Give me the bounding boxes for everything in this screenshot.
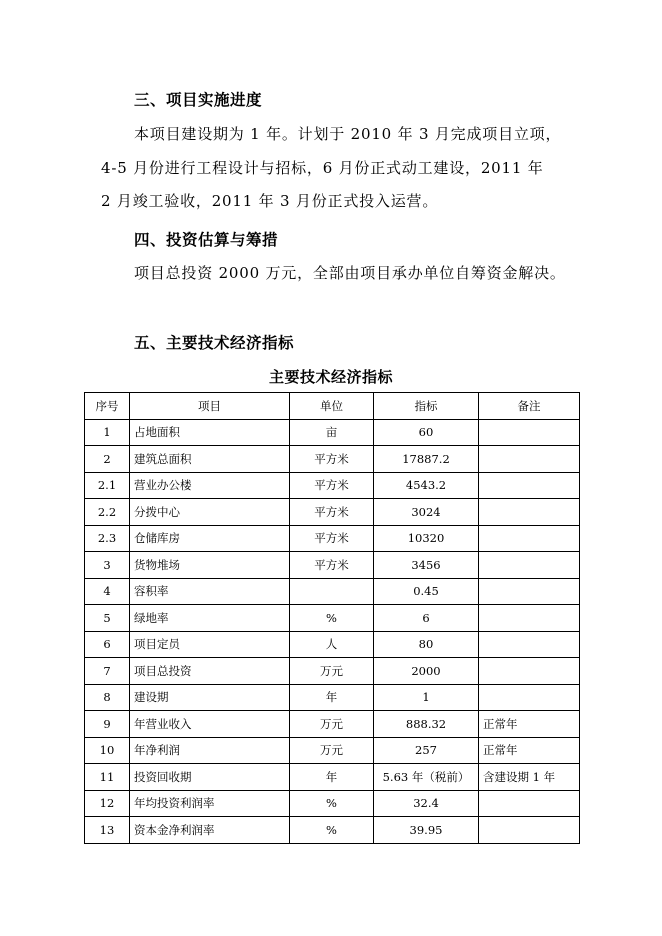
cell-note	[479, 419, 580, 446]
cell-value: 39.95	[374, 817, 479, 844]
cell-seq: 5	[85, 605, 130, 632]
cell-item: 建筑总面积	[130, 446, 290, 473]
table-row	[85, 525, 580, 552]
cell-value: 5.63 年（税前）	[374, 764, 479, 791]
table-header-row	[85, 393, 580, 420]
table-row	[85, 737, 580, 764]
header-item: 项目	[130, 393, 290, 420]
cell-note	[479, 658, 580, 685]
table-row	[85, 472, 580, 499]
cell-unit: 万元	[290, 737, 374, 764]
table-row	[85, 684, 580, 711]
section-3-heading: 三、项目实施进度	[134, 90, 263, 109]
cell-item: 建设期	[130, 684, 290, 711]
cell-value: 257	[374, 737, 479, 764]
section-4-heading: 四、投资估算与筹措	[134, 230, 279, 249]
cell-seq: 1	[85, 419, 130, 446]
cell-item: 资本金净利润率	[130, 817, 290, 844]
cell-seq: 2.3	[85, 525, 130, 552]
cell-note	[479, 790, 580, 817]
table-row	[85, 817, 580, 844]
cell-unit	[290, 578, 374, 605]
table-row	[85, 790, 580, 817]
cell-value: 1	[374, 684, 479, 711]
cell-seq: 7	[85, 658, 130, 685]
cell-note	[479, 817, 580, 844]
cell-note	[479, 499, 580, 526]
cell-note: 含建设期 1 年	[479, 764, 580, 791]
cell-seq: 2.2	[85, 499, 130, 526]
table-row	[85, 711, 580, 738]
cell-item: 占地面积	[130, 419, 290, 446]
table-row	[85, 631, 580, 658]
cell-value: 0.45	[374, 578, 479, 605]
cell-note	[479, 684, 580, 711]
cell-item: 容积率	[130, 578, 290, 605]
section-4-line-1: 项目总投资 2000 万元，全部由项目承办单位自筹资金解决。	[134, 264, 566, 282]
cell-seq: 8	[85, 684, 130, 711]
cell-item: 投资回收期	[130, 764, 290, 791]
cell-value: 3024	[374, 499, 479, 526]
cell-seq: 13	[85, 817, 130, 844]
cell-item: 年净利润	[130, 737, 290, 764]
cell-unit: %	[290, 605, 374, 632]
table-title: 主要技术经济指标	[268, 368, 393, 386]
cell-note: 正常年	[479, 737, 580, 764]
cell-item: 分拨中心	[130, 499, 290, 526]
cell-unit: %	[290, 790, 374, 817]
cell-item: 年均投资利润率	[130, 790, 290, 817]
cell-item: 项目总投资	[130, 658, 290, 685]
table-row	[85, 658, 580, 685]
cell-item: 绿地率	[130, 605, 290, 632]
cell-unit: 人	[290, 631, 374, 658]
cell-unit: 亩	[290, 419, 374, 446]
table-row	[85, 446, 580, 473]
cell-value: 60	[374, 419, 479, 446]
cell-seq: 2.1	[85, 472, 130, 499]
section-3-line-3: 2 月竣工验收，2011 年 3 月份正式投入运营。	[101, 192, 439, 210]
table-row	[85, 578, 580, 605]
cell-seq: 3	[85, 552, 130, 579]
cell-value: 888.32	[374, 711, 479, 738]
table-row	[85, 764, 580, 791]
cell-value: 4543.2	[374, 472, 479, 499]
indicators-table	[84, 392, 580, 844]
cell-unit: 万元	[290, 658, 374, 685]
cell-note	[479, 605, 580, 632]
cell-unit: 万元	[290, 711, 374, 738]
header-note: 备注	[479, 393, 580, 420]
cell-item: 项目定员	[130, 631, 290, 658]
header-unit: 单位	[290, 393, 374, 420]
cell-item: 年营业收入	[130, 711, 290, 738]
table-row	[85, 419, 580, 446]
cell-seq: 4	[85, 578, 130, 605]
cell-value: 10320	[374, 525, 479, 552]
cell-unit: %	[290, 817, 374, 844]
cell-unit: 平方米	[290, 446, 374, 473]
cell-value: 2000	[374, 658, 479, 685]
cell-note	[479, 472, 580, 499]
cell-seq: 10	[85, 737, 130, 764]
cell-note	[479, 631, 580, 658]
cell-seq: 6	[85, 631, 130, 658]
cell-value: 17887.2	[374, 446, 479, 473]
cell-item: 仓储库房	[130, 525, 290, 552]
table-row	[85, 499, 580, 526]
cell-unit: 平方米	[290, 499, 374, 526]
cell-unit: 年	[290, 684, 374, 711]
cell-note	[479, 578, 580, 605]
cell-seq: 9	[85, 711, 130, 738]
cell-unit: 年	[290, 764, 374, 791]
cell-item: 货物堆场	[130, 552, 290, 579]
header-seq: 序号	[85, 393, 130, 420]
cell-seq: 2	[85, 446, 130, 473]
cell-note: 正常年	[479, 711, 580, 738]
section-3-line-2: 4-5 月份进行工程设计与招标，6 月份正式动工建设，2011 年	[101, 159, 544, 177]
cell-note	[479, 552, 580, 579]
cell-seq: 11	[85, 764, 130, 791]
cell-value: 32.4	[374, 790, 479, 817]
cell-note	[479, 525, 580, 552]
cell-unit: 平方米	[290, 472, 374, 499]
header-value: 指标	[374, 393, 479, 420]
section-3-line-1: 本项目建设期为 1 年。计划于 2010 年 3 月完成项目立项，	[134, 125, 562, 143]
cell-note	[479, 446, 580, 473]
cell-value: 6	[374, 605, 479, 632]
cell-unit: 平方米	[290, 552, 374, 579]
table-row	[85, 552, 580, 579]
cell-item: 营业办公楼	[130, 472, 290, 499]
cell-unit: 平方米	[290, 525, 374, 552]
cell-value: 80	[374, 631, 479, 658]
section-5-heading: 五、主要技术经济指标	[134, 333, 295, 352]
cell-value: 3456	[374, 552, 479, 579]
cell-seq: 12	[85, 790, 130, 817]
table-row	[85, 605, 580, 632]
